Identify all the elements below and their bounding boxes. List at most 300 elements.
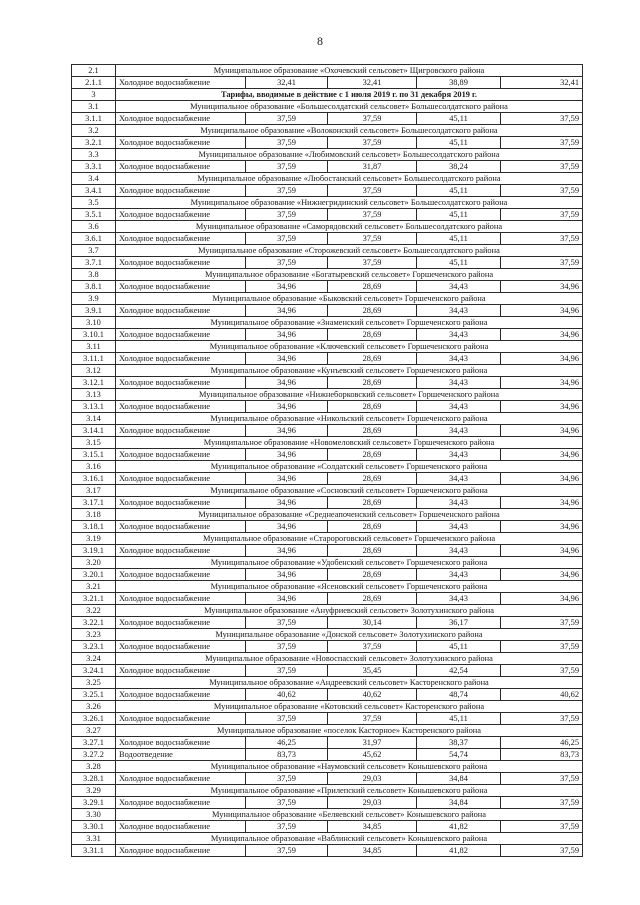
tariff-value: 45,11 (417, 257, 501, 269)
section-heading-row (72, 89, 583, 101)
service-name: Водоотведение (116, 749, 246, 761)
tariff-value: 37,59 (501, 773, 583, 785)
tariff-value: 45,11 (417, 713, 501, 725)
tariff-value: 34,43 (417, 377, 501, 389)
municipality-name: Муниципальное образование «Удобенский сельсовет» Горшеченского района (116, 557, 583, 569)
tariff-value: 37,59 (501, 233, 583, 245)
row-number: 3.5.1 (72, 209, 116, 221)
municipality-name: Муниципальное образование «Знаменский сельсовет» Горшеченского района (116, 317, 583, 329)
service-name: Холодное водоснабжение (116, 641, 246, 653)
tariff-value: 37,59 (246, 209, 328, 221)
tariff-value: 30,14 (328, 617, 417, 629)
tariff-value: 38,24 (417, 161, 501, 173)
tariff-value: 37,59 (501, 821, 583, 833)
tariff-value: 34,96 (246, 353, 328, 365)
service-name: Холодное водоснабжение (116, 377, 246, 389)
service-name: Холодное водоснабжение (116, 689, 246, 701)
row-number: 3.26 (72, 701, 116, 713)
tariff-row (72, 185, 583, 197)
tariff-value: 28,69 (328, 545, 417, 557)
tariff-value: 28,69 (328, 353, 417, 365)
tariff-value: 37,59 (246, 773, 328, 785)
municipality-name: Муниципальное образование «Любостанский сельсовет» Большесолдатского района (116, 173, 583, 185)
row-number: 3.28.1 (72, 773, 116, 785)
municipality-name: Муниципальное образование «Ключевский сельсовет» Горшеченского района (116, 341, 583, 353)
tariff-row (72, 593, 583, 605)
tariff-value: 34,85 (328, 845, 417, 857)
row-number: 3.24.1 (72, 665, 116, 677)
row-number: 3.25.1 (72, 689, 116, 701)
tariff-value: 45,11 (417, 209, 501, 221)
tariff-value: 48,74 (417, 689, 501, 701)
tariff-row (72, 113, 583, 125)
row-number: 3.12 (72, 365, 116, 377)
row-number: 3.8 (72, 269, 116, 281)
tariff-value: 31,97 (328, 737, 417, 749)
municipality-row (72, 701, 583, 713)
tariff-row (72, 425, 583, 437)
tariff-value: 40,62 (328, 689, 417, 701)
row-number: 3.6.1 (72, 233, 116, 245)
row-number: 3.25 (72, 677, 116, 689)
service-name: Холодное водоснабжение (116, 665, 246, 677)
tariff-value: 45,11 (417, 113, 501, 125)
tariff-row (72, 665, 583, 677)
municipality-name: Муниципальное образование «Богатыревский сельсовет» Горшеченского района (116, 269, 583, 281)
service-name: Холодное водоснабжение (116, 521, 246, 533)
municipality-row (72, 65, 583, 77)
tariff-value: 34,96 (501, 425, 583, 437)
tariff-row (72, 797, 583, 809)
tariff-value: 34,96 (501, 353, 583, 365)
service-name: Холодное водоснабжение (116, 569, 246, 581)
service-name: Холодное водоснабжение (116, 845, 246, 857)
tariff-table-body (72, 65, 583, 857)
tariff-value: 34,96 (246, 329, 328, 341)
tariff-value: 37,59 (501, 617, 583, 629)
tariff-value: 34,96 (501, 449, 583, 461)
service-name: Холодное водоснабжение (116, 497, 246, 509)
row-number: 3.14.1 (72, 425, 116, 437)
tariff-row (72, 569, 583, 581)
tariff-value: 31,87 (328, 161, 417, 173)
service-name: Холодное водоснабжение (116, 209, 246, 221)
row-number: 3.20.1 (72, 569, 116, 581)
service-name: Холодное водоснабжение (116, 329, 246, 341)
tariff-value: 38,37 (417, 737, 501, 749)
row-number: 3.12.1 (72, 377, 116, 389)
tariff-value: 37,59 (328, 257, 417, 269)
tariff-row (72, 845, 583, 857)
tariff-value: 40,62 (501, 689, 583, 701)
tariff-value: 34,84 (417, 797, 501, 809)
tariff-value: 34,96 (501, 281, 583, 293)
tariff-row (72, 137, 583, 149)
row-number: 3.7.1 (72, 257, 116, 269)
tariff-value: 34,96 (246, 545, 328, 557)
tariff-row (72, 353, 583, 365)
tariff-value: 46,25 (246, 737, 328, 749)
municipality-row (72, 629, 583, 641)
municipality-row (72, 221, 583, 233)
service-name: Холодное водоснабжение (116, 353, 246, 365)
tariff-value: 32,41 (501, 77, 583, 89)
row-number: 3.22.1 (72, 617, 116, 629)
tariff-value: 29,03 (328, 773, 417, 785)
tariff-value: 37,59 (246, 665, 328, 677)
row-number: 3.1 (72, 101, 116, 113)
tariff-value: 37,59 (328, 113, 417, 125)
tariff-value: 36,17 (417, 617, 501, 629)
municipality-name: Муниципальное образование «Охочевский сельсовет» Щигровского района (116, 65, 583, 77)
tariff-value: 34,96 (246, 425, 328, 437)
service-name: Холодное водоснабжение (116, 473, 246, 485)
row-number: 3.23 (72, 629, 116, 641)
tariff-value: 34,96 (501, 545, 583, 557)
service-name: Холодное водоснабжение (116, 821, 246, 833)
tariff-value: 37,59 (328, 137, 417, 149)
tariff-value: 34,43 (417, 353, 501, 365)
service-name: Холодное водоснабжение (116, 617, 246, 629)
row-number: 3.18.1 (72, 521, 116, 533)
municipality-row (72, 761, 583, 773)
tariff-value: 28,69 (328, 593, 417, 605)
tariff-value: 34,96 (246, 305, 328, 317)
tariff-row (72, 377, 583, 389)
tariff-value: 41,82 (417, 845, 501, 857)
municipality-name: Муниципальное образование «Среднеапоченский сельсовет» Горшеченского района (116, 509, 583, 521)
tariff-value: 37,59 (501, 797, 583, 809)
row-number: 3.21 (72, 581, 116, 593)
tariff-value: 37,59 (246, 185, 328, 197)
tariff-value: 45,62 (328, 749, 417, 761)
municipality-name: Муниципальное образование «Волоконский сельсовет» Большесолдатского района (116, 125, 583, 137)
row-number: 3.13.1 (72, 401, 116, 413)
row-number: 3.11.1 (72, 353, 116, 365)
municipality-row (72, 341, 583, 353)
row-number: 3.24 (72, 653, 116, 665)
service-name: Холодное водоснабжение (116, 305, 246, 317)
row-number: 3.30 (72, 809, 116, 821)
tariff-value: 34,96 (246, 377, 328, 389)
municipality-row (72, 461, 583, 473)
tariff-row (72, 521, 583, 533)
row-number: 3.15 (72, 437, 116, 449)
tariff-value: 41,82 (417, 821, 501, 833)
row-number: 3.10.1 (72, 329, 116, 341)
municipality-row (72, 509, 583, 521)
municipality-row (72, 173, 583, 185)
tariff-value: 37,59 (246, 137, 328, 149)
tariff-value: 45,11 (417, 641, 501, 653)
tariff-value: 34,96 (246, 281, 328, 293)
tariff-row (72, 773, 583, 785)
tariff-value: 28,69 (328, 281, 417, 293)
row-number: 3.17.1 (72, 497, 116, 509)
municipality-name: Муниципальное образование «Нижнеборковский сельсовет» Горшеченского района (116, 389, 583, 401)
tariff-row (72, 713, 583, 725)
tariff-value: 34,96 (501, 473, 583, 485)
municipality-row (72, 437, 583, 449)
tariff-row (72, 209, 583, 221)
municipality-name: Муниципальное образование «Ваблинский сельсовет» Конышевского района (116, 833, 583, 845)
tariff-value: 28,69 (328, 401, 417, 413)
municipality-row (72, 101, 583, 113)
tariff-value: 28,69 (328, 521, 417, 533)
tariff-value: 34,96 (501, 329, 583, 341)
tariff-value: 34,85 (328, 821, 417, 833)
tariff-value: 28,69 (328, 497, 417, 509)
row-number: 3.3 (72, 149, 116, 161)
tariff-value: 32,41 (246, 77, 328, 89)
tariff-row (72, 749, 583, 761)
tariff-value: 45,11 (417, 185, 501, 197)
row-number: 3.9 (72, 293, 116, 305)
tariff-row (72, 473, 583, 485)
row-number: 3.29 (72, 785, 116, 797)
row-number: 3.21.1 (72, 593, 116, 605)
tariff-value: 37,59 (501, 137, 583, 149)
tariff-value: 37,59 (328, 641, 417, 653)
tariff-value: 37,59 (501, 641, 583, 653)
tariff-value: 34,84 (417, 773, 501, 785)
municipality-row (72, 605, 583, 617)
municipality-row (72, 317, 583, 329)
municipality-name: Муниципальное образование «Кунъевский сельсовет» Горшеченского района (116, 365, 583, 377)
tariff-row (72, 821, 583, 833)
tariff-value: 37,59 (246, 233, 328, 245)
service-name: Холодное водоснабжение (116, 797, 246, 809)
service-name: Холодное водоснабжение (116, 449, 246, 461)
tariff-value: 28,69 (328, 425, 417, 437)
municipality-row (72, 389, 583, 401)
tariff-value: 28,69 (328, 473, 417, 485)
tariff-value: 28,69 (328, 377, 417, 389)
tariff-value: 34,43 (417, 281, 501, 293)
municipality-row (72, 677, 583, 689)
tariff-value: 37,59 (246, 845, 328, 857)
municipality-name: Муниципальное образование «Новоспасский сельсовет» Золотухинского района (116, 653, 583, 665)
tariff-row (72, 329, 583, 341)
tariff-value: 37,59 (328, 233, 417, 245)
municipality-name: Муниципальное образование «Никольский сельсовет» Горшеченского района (116, 413, 583, 425)
tariff-value: 34,96 (246, 497, 328, 509)
service-name: Холодное водоснабжение (116, 737, 246, 749)
row-number: 3.6 (72, 221, 116, 233)
tariff-row (72, 545, 583, 557)
row-number: 3.31.1 (72, 845, 116, 857)
tariff-value: 34,43 (417, 449, 501, 461)
row-number: 3.19.1 (72, 545, 116, 557)
municipality-name: Муниципальное образование «Старороговский сельсовет» Горшеченского района (116, 533, 583, 545)
section-title: Тарифы, вводимые в действие с 1 июля 2019 г. по 31 декабря 2019 г. (116, 89, 583, 101)
tariff-value: 46,25 (501, 737, 583, 749)
tariff-value: 34,43 (417, 473, 501, 485)
tariff-value: 83,73 (246, 749, 328, 761)
municipality-name: Муниципальное образование «Большесолдатский сельсовет» Большесолдатского района (116, 101, 583, 113)
row-number: 3.27.1 (72, 737, 116, 749)
municipality-row (72, 785, 583, 797)
tariff-value: 37,59 (328, 185, 417, 197)
municipality-row (72, 149, 583, 161)
tariff-row (72, 161, 583, 173)
tariff-value: 34,96 (501, 569, 583, 581)
row-number: 3.10 (72, 317, 116, 329)
row-number: 3.14 (72, 413, 116, 425)
municipality-row (72, 125, 583, 137)
tariff-value: 34,96 (501, 497, 583, 509)
municipality-name: Муниципальное образование «Нижнегридинский сельсовет» Большесолдатского района (116, 197, 583, 209)
tariff-value: 37,59 (246, 797, 328, 809)
service-name: Холодное водоснабжение (116, 77, 246, 89)
municipality-row (72, 245, 583, 257)
service-name: Холодное водоснабжение (116, 401, 246, 413)
municipality-name: Муниципальное образование «Быковский сельсовет» Горшеченского района (116, 293, 583, 305)
service-name: Холодное водоснабжение (116, 425, 246, 437)
row-number: 2.1 (72, 65, 116, 77)
row-number: 2.1.1 (72, 77, 116, 89)
tariff-value: 83,73 (501, 749, 583, 761)
municipality-row (72, 485, 583, 497)
row-number: 3.16.1 (72, 473, 116, 485)
tariff-value: 28,69 (328, 569, 417, 581)
municipality-row (72, 557, 583, 569)
municipality-name: Муниципальное образование «Наумовский сельсовет» Конышевского района (116, 761, 583, 773)
tariff-row (72, 257, 583, 269)
municipality-row (72, 653, 583, 665)
tariff-value: 38,89 (417, 77, 501, 89)
tariff-value: 45,11 (417, 233, 501, 245)
row-number: 3.27 (72, 725, 116, 737)
service-name: Холодное водоснабжение (116, 281, 246, 293)
tariff-value: 37,59 (246, 821, 328, 833)
row-number: 3.8.1 (72, 281, 116, 293)
municipality-name: Муниципальное образование «Новомеловский сельсовет» Горшеченского района (116, 437, 583, 449)
tariff-value: 37,59 (501, 845, 583, 857)
municipality-name: Муниципальное образование «Прилепский сельсовет» Конышевского района (116, 785, 583, 797)
municipality-name: Муниципальное образование «поселок Касторное» Касторенского района (116, 725, 583, 737)
tariff-value: 34,96 (501, 401, 583, 413)
tariff-row (72, 497, 583, 509)
tariff-row (72, 305, 583, 317)
tariff-value: 34,43 (417, 329, 501, 341)
row-number: 3.4.1 (72, 185, 116, 197)
tariff-value: 37,59 (501, 161, 583, 173)
tariff-row (72, 641, 583, 653)
municipality-name: Муниципальное образование «Солдатский сельсовет» Горшеченского района (116, 461, 583, 473)
row-number: 3.5 (72, 197, 116, 209)
tariff-value: 37,59 (501, 713, 583, 725)
tariff-value: 34,96 (246, 473, 328, 485)
service-name: Холодное водоснабжение (116, 257, 246, 269)
tariff-value: 28,69 (328, 305, 417, 317)
row-number: 3.16 (72, 461, 116, 473)
municipality-row (72, 833, 583, 845)
municipality-name: Муниципальное образование «Беляевский сельсовет» Конышевского района (116, 809, 583, 821)
row-number: 3.27.2 (72, 749, 116, 761)
tariff-value: 37,59 (501, 665, 583, 677)
row-number: 3.18 (72, 509, 116, 521)
municipality-row (72, 809, 583, 821)
tariff-value: 34,96 (501, 305, 583, 317)
tariff-row (72, 281, 583, 293)
row-number: 3.9.1 (72, 305, 116, 317)
tariff-value: 37,59 (501, 185, 583, 197)
row-number: 3.20 (72, 557, 116, 569)
service-name: Холодное водоснабжение (116, 773, 246, 785)
tariff-value: 34,96 (501, 521, 583, 533)
row-number: 3.30.1 (72, 821, 116, 833)
municipality-row (72, 293, 583, 305)
tariff-value: 37,59 (501, 257, 583, 269)
row-number: 3.23.1 (72, 641, 116, 653)
tariff-row (72, 449, 583, 461)
tariff-value: 37,59 (246, 713, 328, 725)
service-name: Холодное водоснабжение (116, 185, 246, 197)
tariff-value: 37,59 (501, 113, 583, 125)
service-name: Холодное водоснабжение (116, 137, 246, 149)
municipality-row (72, 269, 583, 281)
tariff-value: 45,11 (417, 137, 501, 149)
tariff-value: 37,59 (328, 713, 417, 725)
row-number: 3.3.1 (72, 161, 116, 173)
municipality-name: Муниципальное образование «Саморядовский сельсовет» Большесолдатского района (116, 221, 583, 233)
municipality-name: Муниципальное образование «Ясеновский сельсовет» Горшеченского района (116, 581, 583, 593)
row-number: 3.19 (72, 533, 116, 545)
row-number: 3.13 (72, 389, 116, 401)
page-number: 8 (317, 34, 323, 48)
tariff-value: 34,96 (246, 449, 328, 461)
tariff-row (72, 689, 583, 701)
row-number: 3.7 (72, 245, 116, 257)
municipality-name: Муниципальное образование «Любимовский сельсовет» Большесолдатского района (116, 149, 583, 161)
tariff-row (72, 401, 583, 413)
municipality-name: Муниципальное образование «Донской сельсовет» Золотухинского района (116, 629, 583, 641)
tariff-value: 34,96 (246, 521, 328, 533)
row-number: 3.2 (72, 125, 116, 137)
municipality-name: Муниципальное образование «Котовский сельсовет» Касторенского района (116, 701, 583, 713)
row-number: 3.11 (72, 341, 116, 353)
municipality-row (72, 725, 583, 737)
tariff-value: 34,96 (246, 569, 328, 581)
tariff-value: 34,43 (417, 401, 501, 413)
tariff-value: 37,59 (246, 617, 328, 629)
row-number: 3.29.1 (72, 797, 116, 809)
tariff-value: 34,96 (246, 401, 328, 413)
row-number: 3.15.1 (72, 449, 116, 461)
tariff-value: 34,43 (417, 569, 501, 581)
tariff-value: 32,41 (328, 77, 417, 89)
tariff-value: 40,62 (246, 689, 328, 701)
tariff-value: 34,43 (417, 497, 501, 509)
municipality-row (72, 581, 583, 593)
tariff-value: 34,43 (417, 521, 501, 533)
row-number: 3 (72, 89, 116, 101)
tariff-value: 54,74 (417, 749, 501, 761)
tariff-value: 37,59 (246, 641, 328, 653)
municipality-row (72, 413, 583, 425)
tariff-value: 29,03 (328, 797, 417, 809)
service-name: Холодное водоснабжение (116, 545, 246, 557)
municipality-name: Муниципальное образование «Андреевский сельсовет» Касторенского района (116, 677, 583, 689)
municipality-row (72, 197, 583, 209)
row-number: 3.2.1 (72, 137, 116, 149)
tariff-value: 34,43 (417, 305, 501, 317)
row-number: 3.28 (72, 761, 116, 773)
tariff-value: 34,43 (417, 593, 501, 605)
tariff-row (72, 233, 583, 245)
tariff-row (72, 617, 583, 629)
